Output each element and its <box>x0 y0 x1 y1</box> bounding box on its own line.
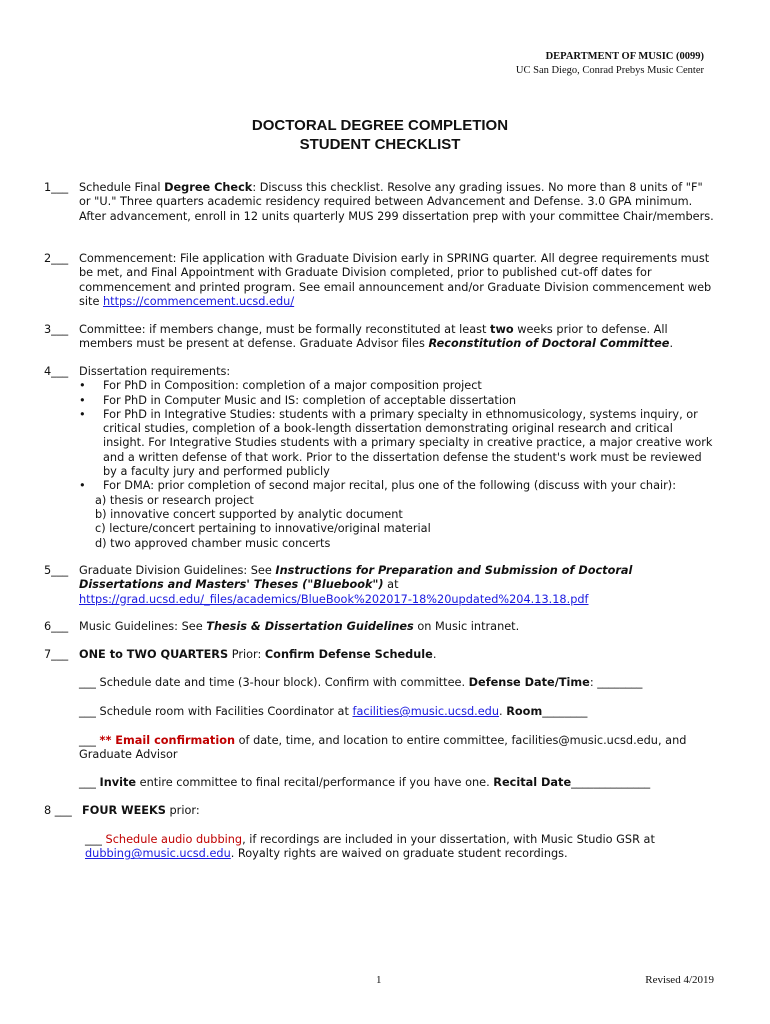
checklist-item-6 <box>44 620 714 634</box>
subitem-audio-dubbing <box>85 833 705 862</box>
item-text <box>79 323 714 352</box>
text-segment: . <box>432 648 437 661</box>
bold-text: FOUR WEEKS <box>82 804 166 817</box>
item-number: 2___ <box>44 252 69 265</box>
department-location: UC San Diego, Conrad Prebys Music Center <box>515 65 704 76</box>
item-number: 1___ <box>44 181 69 194</box>
guidelines-title: Thesis & Dissertation Guidelines <box>206 620 414 633</box>
text-segment: ___ Schedule room with Facilities Coordinator at <box>79 705 353 718</box>
text-segment: of date, time, and location to entire committee, facilities@music.ucsd.edu, and Graduate Advisor <box>79 734 687 762</box>
bold-text: Invite <box>99 776 137 789</box>
item-text <box>79 181 714 224</box>
list-item <box>79 394 714 408</box>
item-text <box>79 564 714 607</box>
list-item: d) two approved chamber music concerts <box>95 536 331 550</box>
page-number: 1 <box>376 974 382 986</box>
checklist-item-1 <box>44 181 714 224</box>
dubbing-email-link[interactable]: dubbing@music.ucsd.edu <box>85 847 231 861</box>
bold-text: Room <box>506 705 543 718</box>
bold-text: ONE to TWO QUARTERS <box>79 648 229 661</box>
text-segment: : ________ <box>589 676 643 689</box>
department-name: DEPARTMENT OF MUSIC (0099) <box>545 51 704 62</box>
checklist-item-4 <box>44 365 714 551</box>
subitem-email-confirmation <box>79 734 719 763</box>
item-number: 3___ <box>44 323 69 336</box>
bold-text: Defense Date/Time <box>468 676 590 689</box>
dma-options-list <box>95 494 714 551</box>
subitem-schedule-room <box>79 705 719 719</box>
item-text <box>79 252 714 309</box>
bold-text: Recital Date <box>493 776 572 789</box>
bluebook-title: Instructions for Preparation and Submission of Doctoral Dissertations and Masters' Theses ("Bluebook") <box>79 564 633 592</box>
item-number: 6___ <box>44 620 69 633</box>
bold-text: Degree Check <box>164 181 253 194</box>
subitem-schedule-date <box>79 676 719 690</box>
red-text: Schedule audio dubbing <box>105 833 243 846</box>
list-item: a) thesis or research project <box>95 493 254 507</box>
item-text <box>79 648 714 662</box>
text-segment: weeks prior to defense. All members must be present at defense. Graduate Advisor files <box>79 323 668 351</box>
item-text <box>79 365 714 551</box>
item-number: 7___ <box>44 648 69 661</box>
list-item <box>79 479 714 493</box>
commencement-link[interactable]: https://commencement.ucsd.edu/ <box>103 294 295 308</box>
department-header <box>516 50 704 78</box>
bold-text: Confirm Defense Schedule <box>264 648 433 661</box>
text-segment: Committee: if members change, must be formally reconstituted at least <box>79 323 491 336</box>
list-item <box>79 408 714 479</box>
text-segment: ___ <box>79 734 100 747</box>
item-intro: Dissertation requirements: <box>79 365 231 378</box>
item-number: 5___ <box>44 564 69 577</box>
text-segment: . <box>499 705 507 718</box>
form-name: Reconstitution of Doctoral Committee <box>428 337 670 351</box>
text-segment: : Discuss this checklist. Resolve any grading issues. No more than 8 units of "F" or "U." Three quarters academic residency required between Advancement and Defense. 3.0 GPA minimum. After advancement, enroll in 12 units quarterly MUS 299 dissertation prep with your committee Chair/members. <box>79 181 714 223</box>
checklist-item-7 <box>44 648 714 662</box>
checklist-item-3 <box>44 323 714 352</box>
red-bold-text: ** Email confirmation <box>99 734 235 747</box>
text-segment: Prior: <box>228 648 265 661</box>
text-segment: Graduate Division Guidelines: See <box>79 564 276 577</box>
bullet-icon: • <box>79 407 86 421</box>
title-line-1: DOCTORAL DEGREE COMPLETION <box>251 117 509 134</box>
requirements-list <box>79 379 714 493</box>
text-segment: Schedule Final <box>79 181 165 194</box>
bluebook-link[interactable]: https://grad.ucsd.edu/_files/academics/BlueBook%202017-18%20updated%204.13.18.pdf <box>79 592 589 606</box>
list-item-text: For PhD in Composition: completion of a major composition project <box>103 379 482 393</box>
text-segment: , if recordings are included in your dissertation, with Music Studio GSR at <box>242 833 655 846</box>
list-item-text: For PhD in Integrative Studies: students with a primary specialty in ethnomusicology, systems inquiry, or critical studies, completion of a book-length dissertation demonstrating original research and critical insight. For Integrative Studies students with a primary specialty in creative practice, a major creative work and a written defense of that work. Prior to the dissertation defense the student's work must be reviewed by a faculty jury and performed publicly <box>103 407 713 479</box>
text-segment: ___ <box>79 776 100 789</box>
item-number: 8 ___ <box>44 804 72 817</box>
bullet-icon: • <box>79 479 86 493</box>
title-line-2: STUDENT CHECKLIST <box>299 136 461 153</box>
list-item-text: For PhD in Computer Music and IS: completion of acceptable dissertation <box>103 393 517 407</box>
checklist-item-8 <box>44 804 714 818</box>
checklist-item-5 <box>44 564 714 607</box>
text-segment: on Music intranet. <box>413 620 520 633</box>
text-segment: ___ <box>85 833 106 846</box>
item-text <box>79 620 714 634</box>
list-item: c) lecture/concert pertaining to innovative/original material <box>95 522 431 536</box>
text-segment: at <box>383 578 399 592</box>
text-segment: ___ Schedule date and time (3-hour block). Confirm with committee. <box>79 676 469 689</box>
text-segment: Commencement: File application with Graduate Division early in SPRING quarter. All degree requirements must be met, and Final Appointment with Graduate Division completed, prior to published cut-off dates for commencement and printed program. See email announcement and/or Graduate Division commencement web site <box>79 252 712 308</box>
subitem-invite-committee <box>79 776 719 790</box>
item-text <box>82 804 714 818</box>
page-title <box>0 116 760 154</box>
item-number: 4___ <box>44 365 69 378</box>
facilities-email-link[interactable]: facilities@music.ucsd.edu <box>352 705 500 718</box>
text-segment: ______________ <box>571 776 651 789</box>
list-item: b) innovative concert supported by analytic document <box>95 507 403 521</box>
text-segment: prior: <box>165 804 200 817</box>
text-segment: Music Guidelines: See <box>79 620 207 633</box>
list-item <box>79 379 714 393</box>
list-item-text: For DMA: prior completion of second major recital, plus one of the following (discuss with your chair): <box>103 479 676 493</box>
bullet-icon: • <box>79 393 86 407</box>
revision-date: Revised 4/2019 <box>645 974 714 986</box>
text-segment: . <box>669 337 674 351</box>
bullet-icon: • <box>79 379 86 393</box>
checklist-item-2 <box>44 252 714 309</box>
text-segment: . Royalty rights are waived on graduate student recordings. <box>230 847 568 861</box>
text-segment: entire committee to final recital/performance if you have one. <box>136 776 494 789</box>
bold-text: two <box>490 323 514 336</box>
text-segment: ________ <box>542 705 588 718</box>
